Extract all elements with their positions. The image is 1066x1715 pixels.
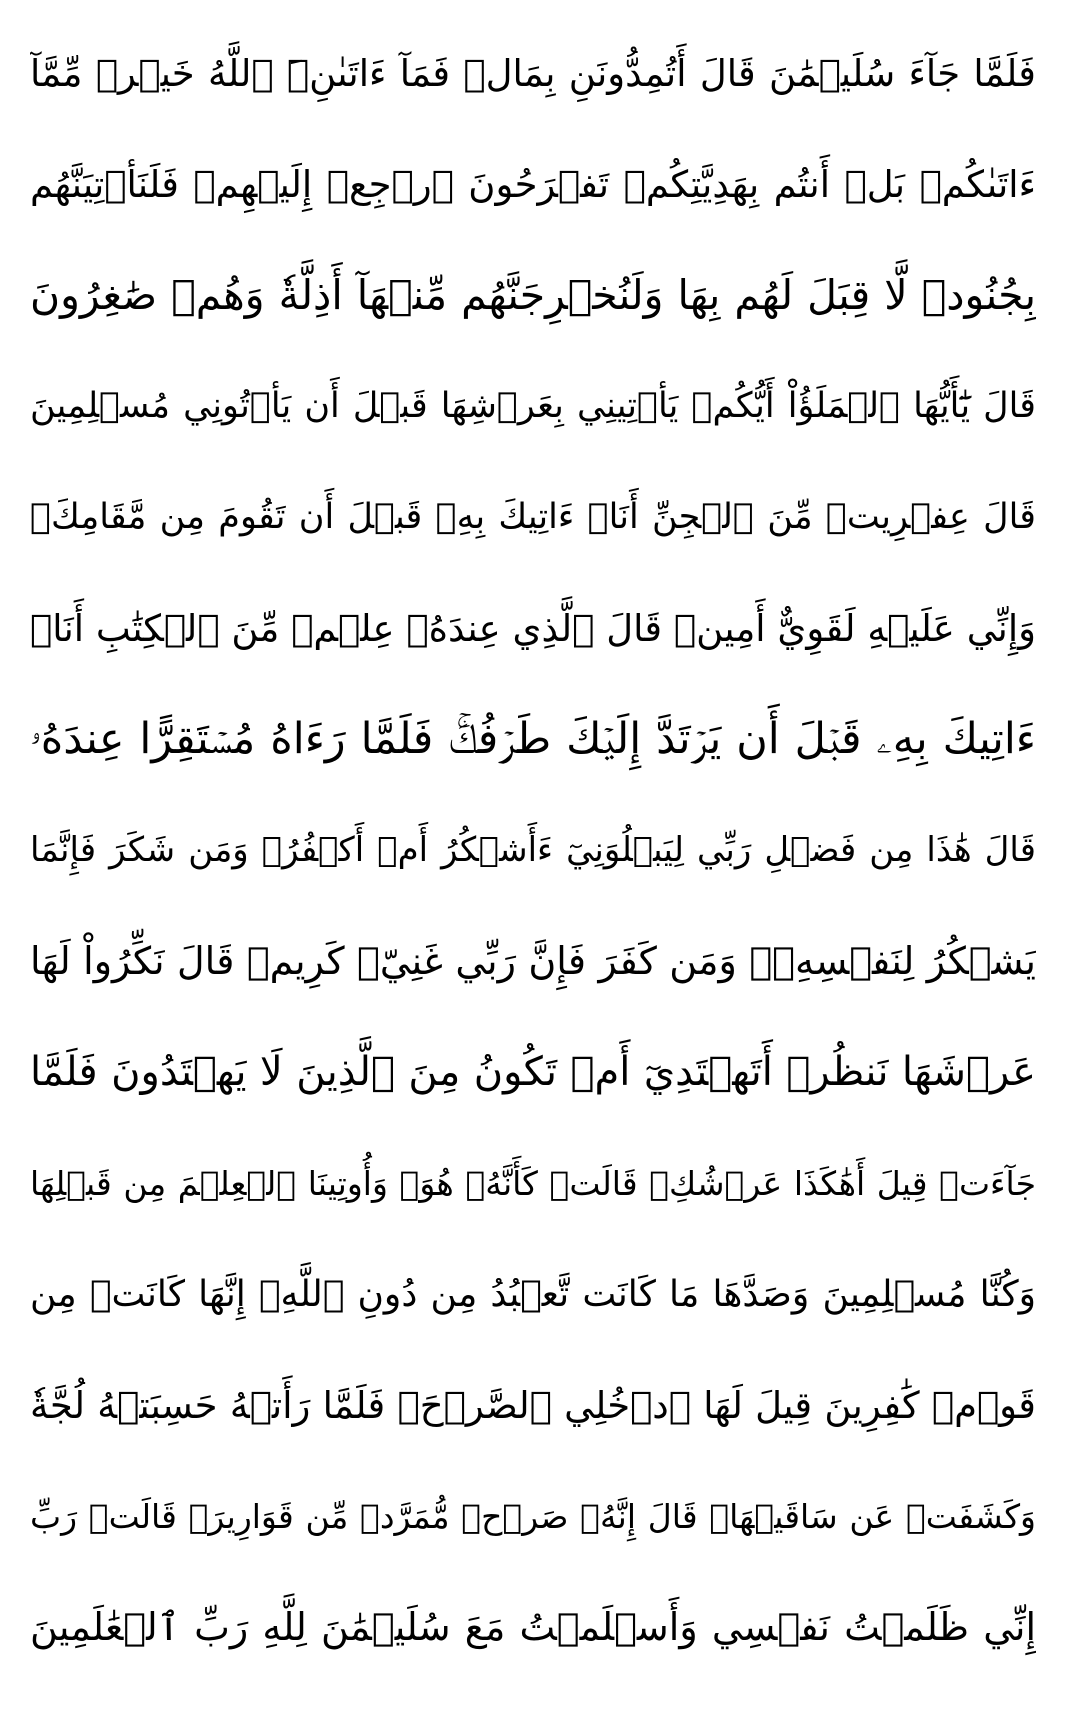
verse-line-14: وَكَشَفَتۡ عَن سَاقَيۡهَاۚ قَالَ إِنَّهُۥ صَرۡحٞ مُّمَرَّدٞ مِّن قَوَارِيرَۗ قَالَتۡ رَبِّ: [30, 1497, 1036, 1536]
verse-line-2: ءَاتَىٰكُمۚ بَلۡ أَنتُم بِهَدِيَّتِكُمۡ تَفۡرَحُونَ ٱرۡجِعۡ إِلَيۡهِمۡ فَلَنَأۡتِيَنَّهُم: [30, 163, 1036, 206]
verse-line-13: قَوۡمٖ كَٰفِرِينَ قِيلَ لَهَا ٱدۡخُلِي ٱلصَّرۡحَۖ فَلَمَّا رَأَتۡهُ حَسِبَتۡهُ لُجَّةٗ: [30, 1384, 1036, 1427]
verse-line-15: إِنِّي ظَلَمۡتُ نَفۡسِي وَأَسۡلَمۡتُ مَعَ سُلَيۡمَٰنَ لِلَّهِ رَبِّ ٱلۡعَٰلَمِينَ: [30, 1605, 1036, 1649]
verse-line-6: وَإِنِّي عَلَيۡهِ لَقَوِيٌّ أَمِينٞ قَالَ ٱلَّذِي عِندَهُۥ عِلۡمٞ مِّنَ ٱلۡكِتَٰبِ أَنَا۠: [30, 607, 1036, 650]
verse-line-3: بِجُنُودٖ لَّا قِبَلَ لَهُم بِهَا وَلَنُخۡرِجَنَّهُم مِّنۡهَآ أَذِلَّةٗ وَهُمۡ صَٰغِرُونَ: [30, 271, 1036, 319]
verse-line-1: فَلَمَّا جَآءَ سُلَيۡمَٰنَ قَالَ أَتُمِدُّونَنِ بِمَالٖ فَمَآ ءَاتَىٰنِۦَ ٱللَّهُ خَيۡرٞ مِّمَّآ: [30, 52, 1036, 95]
verse-line-4: قَالَ يَٰٓأَيُّهَا ٱلۡمَلَؤُاْ أَيُّكُمۡ يَأۡتِينِي بِعَرۡشِهَا قَبۡلَ أَن يَأۡتُونِي مُسۡلِمِينَ: [30, 386, 1036, 426]
verse-line-9: يَشۡكُرُ لِنَفۡسِهِۦۖ وَمَن كَفَرَ فَإِنَّ رَبِّي غَنِيّٞ كَرِيمٞ قَالَ نَكِّرُواْ لَهَا: [30, 939, 1036, 983]
verse-line-5: قَالَ عِفۡرِيتٞ مِّنَ ٱلۡجِنِّ أَنَا۠ ءَاتِيكَ بِهِۦ قَبۡلَ أَن تَقُومَ مِن مَّقَامِكَۖ: [30, 497, 1036, 537]
verse-line-11: جَآءَتۡ قِيلَ أَهَٰكَذَا عَرۡشُكِۖ قَالَتۡ كَأَنَّهُۥ هُوَۚ وَأُوتِينَا ٱلۡعِلۡمَ مِن قَبۡلِهَا: [30, 1164, 1036, 1203]
verse-line-7: ءَاتِيكَ بِهِۦ قَبۡلَ أَن يَرۡتَدَّ إِلَيۡكَ طَرۡفُكَۚ فَلَمَّا رَءَاهُ مُسۡتَقِرًّا عِندَهُۥ: [30, 714, 1036, 764]
verse-line-10: عَرۡشَهَا نَنظُرۡ أَتَهۡتَدِيٓ أَمۡ تَكُونُ مِنَ ٱلَّذِينَ لَا يَهۡتَدُونَ فَلَمَّا: [30, 1049, 1036, 1095]
verse-line-12: وَكُنَّا مُسۡلِمِينَ وَصَدَّهَا مَا كَانَت تَّعۡبُدُ مِن دُونِ ٱللَّهِۖ إِنَّهَا كَانَتۡ مِن: [30, 1274, 1036, 1315]
verse-line-8: قَالَ هَٰذَا مِن فَضۡلِ رَبِّي لِيَبۡلُوَنِيٓ ءَأَشۡكُرُ أَمۡ أَكۡفُرُۖ وَمَن شَكَرَ فَإِنَّمَا: [30, 830, 1036, 870]
